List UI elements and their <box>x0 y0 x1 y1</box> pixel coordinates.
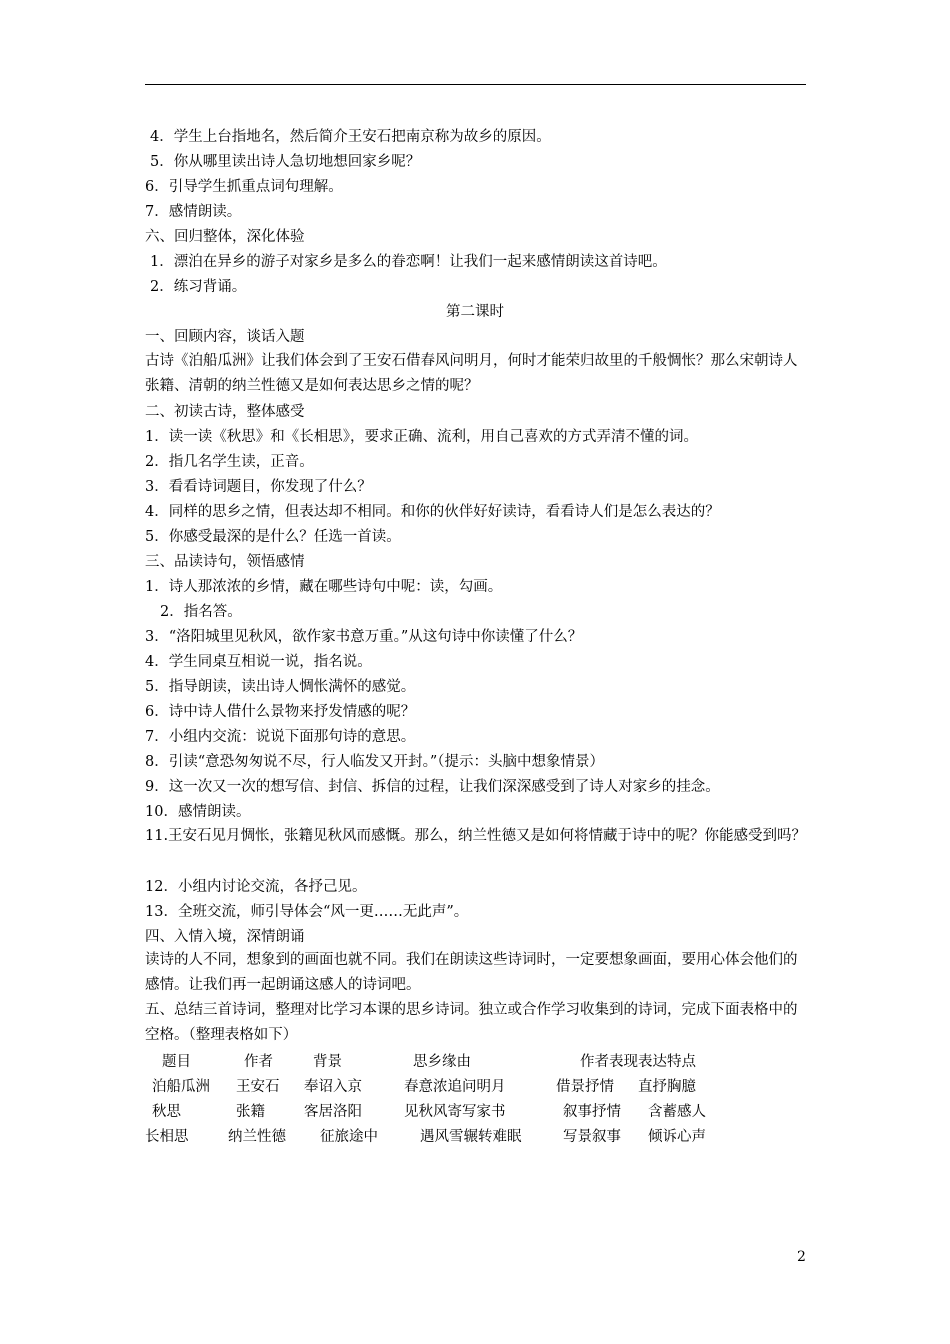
table-cell: 倾诉心声 <box>648 1129 706 1145</box>
text-line: 4．学生同桌互相说一说，指名说。 <box>145 654 372 670</box>
table-cell: 直抒胸臆 <box>638 1079 696 1095</box>
table-cell: 春意浓追问明月 <box>404 1079 506 1095</box>
text-line: 13．全班交流，师引导体会“风一更……无此声”。 <box>145 904 469 920</box>
text-line: 3．“洛阳城里见秋风，欲作家书意万重。”从这句诗中你读懂了什么？ <box>145 629 583 645</box>
table-cell: 叙事抒情 <box>563 1104 621 1120</box>
section-heading: 六、回归整体，深化体验 <box>145 229 305 245</box>
lesson-title: 第二课时 <box>446 304 504 320</box>
table-cell: 见秋风寄写家书 <box>404 1104 506 1120</box>
table-cell: 含蓄感人 <box>648 1104 706 1120</box>
table-cell: 张籍 <box>236 1104 265 1120</box>
table-header-cell: 作者 <box>244 1054 273 1070</box>
text-line: 2．指名答。 <box>160 604 242 620</box>
table-cell: 秋思 <box>152 1104 181 1120</box>
table-cell: 纳兰性德 <box>228 1129 286 1145</box>
section-heading: 一、回顾内容，谈话入题 <box>145 329 305 345</box>
header-rule <box>145 84 806 85</box>
paragraph: 古诗《泊船瓜洲》让我们体会到了王安石借春风问明月，何时才能荣归故里的千般惆怅？那么宋朝诗人张籍、清朝的纳兰性德又是如何表达思乡之情的呢？ <box>145 353 798 394</box>
table-cell: 遇风雪辗转难眠 <box>420 1129 522 1145</box>
table-header-cell: 思乡缘由 <box>413 1054 471 1070</box>
text-line: 4．学生上台指地名，然后简介王安石把南京称为故乡的原因。 <box>150 129 551 145</box>
text-line: 1．诗人那浓浓的乡情，藏在哪些诗句中呢：读，勾画。 <box>145 579 503 595</box>
text-line: 6．引导学生抓重点词句理解。 <box>145 179 343 195</box>
text-line: 7．感情朗读。 <box>145 204 242 220</box>
paragraph: 读诗的人不同，想象到的画面也就不同。我们在朗读这些诗词时，一定要想象画面，要用心体会他们的感情。让我们再一起朗诵这感人的诗词吧。 <box>145 952 798 993</box>
table-cell: 征旅途中 <box>320 1129 378 1145</box>
table-header-cell: 题目 <box>162 1054 191 1070</box>
text-line: 2．练习背诵。 <box>150 279 247 295</box>
text-line: 10．感情朗读。 <box>145 804 251 820</box>
text-line: 1．读一读《秋思》和《长相思》，要求正确、流利，用自己喜欢的方式弄清不懂的词。 <box>145 429 698 445</box>
table-cell: 奉诏入京 <box>304 1079 362 1095</box>
table-header-cell: 作者表现表达特点 <box>580 1054 696 1070</box>
text-line: 6．诗中诗人借什么景物来抒发情感的呢？ <box>145 704 416 720</box>
table-cell: 写景叙事 <box>563 1129 621 1145</box>
table-cell: 泊船瓜洲 <box>152 1079 210 1095</box>
text-line: 12．小组内讨论交流，各抒己见。 <box>145 879 367 895</box>
text-line: 3．看看诗词题目，你发现了什么？ <box>145 479 372 495</box>
table-cell: 王安石 <box>236 1079 280 1095</box>
table-header-cell: 背景 <box>313 1054 342 1070</box>
text-line: 7．小组内交流：说说下面那句诗的意思。 <box>145 729 416 745</box>
text-line: 4．同样的思乡之情，但表达却不相同。和你的伙伴好好读诗，看看诗人们是怎么表达的？ <box>145 504 720 520</box>
table-cell: 长相思 <box>145 1129 189 1145</box>
text-line: 8．引读“意恐匆匆说不尽，行人临发又开封。”（提示：头脑中想象情景） <box>145 754 605 770</box>
table-cell: 借景抒情 <box>556 1079 614 1095</box>
text-line: 2．指几名学生读，正音。 <box>145 454 314 470</box>
paragraph: 11.王安石见月惆怅，张籍见秋风而感慨。那么，纳兰性德又是如何将情藏于诗中的呢？你能感受到吗？ <box>145 828 807 844</box>
text-line: 5．你从哪里读出诗人急切地想回家乡呢？ <box>150 154 421 170</box>
paragraph: 五、总结三首诗词，整理对比学习本课的思乡诗词。独立或合作学习收集到的诗词，完成下面表格中的空格。（整理表格如下） <box>145 1002 798 1043</box>
text-line: 5．你感受最深的是什么？任选一首读。 <box>145 529 401 545</box>
table-cell: 客居洛阳 <box>304 1104 362 1120</box>
text-line: 5．指导朗读，读出诗人惆怅满怀的感觉。 <box>145 679 416 695</box>
section-heading: 二、初读古诗，整体感受 <box>145 404 305 420</box>
text-line: 1．漂泊在异乡的游子对家乡是多么的眷恋啊！让我们一起来感情朗读这首诗吧。 <box>150 254 667 270</box>
page-number: 2 <box>797 1249 806 1265</box>
section-heading: 三、品读诗句，领悟感情 <box>145 554 305 570</box>
section-heading: 四、入情入境，深情朗诵 <box>145 929 305 945</box>
text-line: 9．这一次又一次的想写信、封信、拆信的过程，让我们深深感受到了诗人对家乡的挂念。 <box>145 779 720 795</box>
